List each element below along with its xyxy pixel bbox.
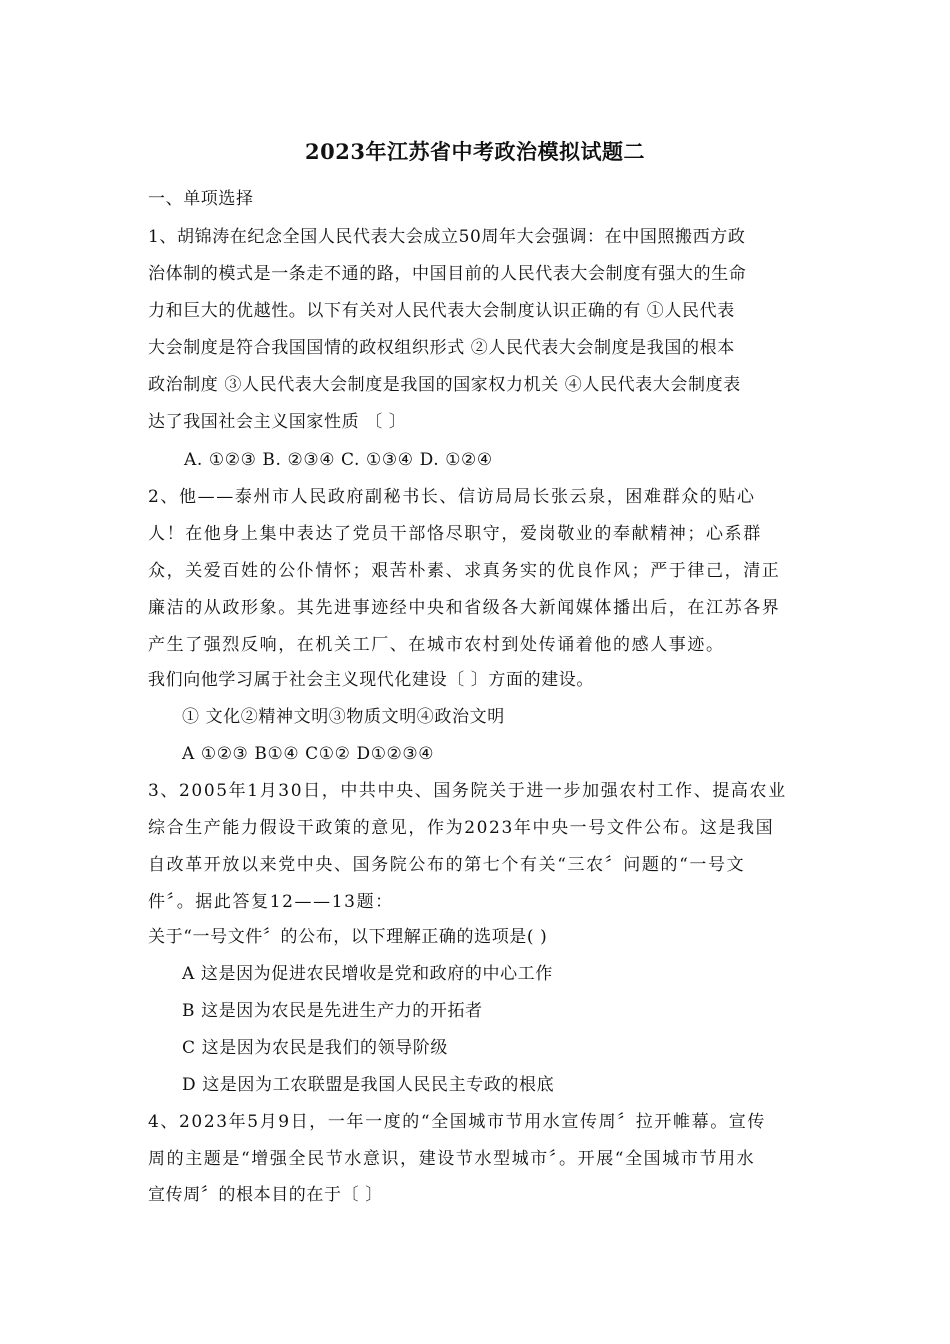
q4-line-1: 4、2023年5月9日，一年一度的“全国城市节用水宣传周〞拉开帷幕。宣传 <box>148 1112 767 1132</box>
q3-line-1: 3、2005年1月30日，中共中央、国务院关于进一步加强农村工作、提高农业 <box>148 781 787 801</box>
q3-line-4: 件〞。据此答复12——13题： <box>148 892 394 912</box>
document-title: 2023年江苏省中考政治模拟试题二 <box>305 139 645 164</box>
q2-line-1: 2、他——泰州市人民政府副秘书长、信访局局长张云泉，困难群众的贴心 <box>148 487 756 507</box>
q3-line-3: 自改革开放以来党中央、国务院公布的第七个有关“三农〞问题的“一号文 <box>148 855 746 875</box>
section-heading: 一、单项选择 <box>148 189 254 209</box>
q3-option-b: B 这是因为农民是先进生产力的开拓者 <box>182 1001 483 1021</box>
q3-line-5: 关于“一号文件〞的公布，以下理解正确的选项是( ) <box>148 927 548 947</box>
q2-sub-line: ① 文化②精神文明③物质文明④政治文明 <box>182 707 505 727</box>
q1-line-3: 力和巨大的优越性。以下有关对人民代表大会制度认识正确的有 ①人民代表 <box>148 301 735 321</box>
q3-line-2: 综合生产能力假设干政策的意见，作为2023年中央一号文件公布。这是我国 <box>148 818 775 838</box>
q1-options: A. ①②③ B. ②③④ C. ①③④ D. ①②④ <box>184 450 493 470</box>
q3-option-c: C 这是因为农民是我们的领导阶级 <box>182 1038 449 1058</box>
q4-line-3: 宣传周〞的根本目的在于〔 〕 <box>148 1185 383 1205</box>
q4-line-2: 周的主题是“增强全民节水意识，建设节水型城市〞。开展“全国城市节用水 <box>148 1149 756 1169</box>
q1-line-4: 大会制度是符合我国国情的政权组织形式 ②人民代表大会制度是我国的根本 <box>148 338 735 358</box>
q2-line-5: 产生了强烈反响，在机关工厂、在城市农村到处传诵着他的感人事迹。 <box>148 635 725 655</box>
q2-line-4: 廉洁的从政形象。其先进事迹经中央和省级各大新闻媒体播出后，在江苏各界 <box>148 598 781 618</box>
q1-line-2: 治体制的模式是一条走不通的路，中国目前的人民代表大会制度有强大的生命 <box>148 264 747 284</box>
q1-line-1: 1、胡锦涛在纪念全国人民代表大会成立50周年大会强调：在中国照搬西方政 <box>148 227 746 247</box>
q2-line-2: 人！在他身上集中表达了党员干部恪尽职守，爱岗敬业的奉献精神；心系群 <box>148 524 762 544</box>
q1-line-5: 政治制度 ③人民代表大会制度是我国的国家权力机关 ④人民代表大会制度表 <box>148 375 741 395</box>
q3-option-d: D 这是因为工农联盟是我国人民民主专政的根底 <box>182 1075 555 1095</box>
q2-options: A ①②③ B①④ C①② D①②③④ <box>182 744 435 764</box>
q2-line-3: 众，关爱百姓的公仆情怀；艰苦朴素、求真务实的优良作风；严于律己，清正 <box>148 561 781 581</box>
q3-option-a: A 这是因为促进农民增收是党和政府的中心工作 <box>182 964 553 984</box>
q2-line-6: 我们向他学习属于社会主义现代化建设〔 〕方面的建设。 <box>148 670 595 690</box>
q1-line-6: 达了我国社会主义国家性质 〔 〕 <box>148 412 407 432</box>
